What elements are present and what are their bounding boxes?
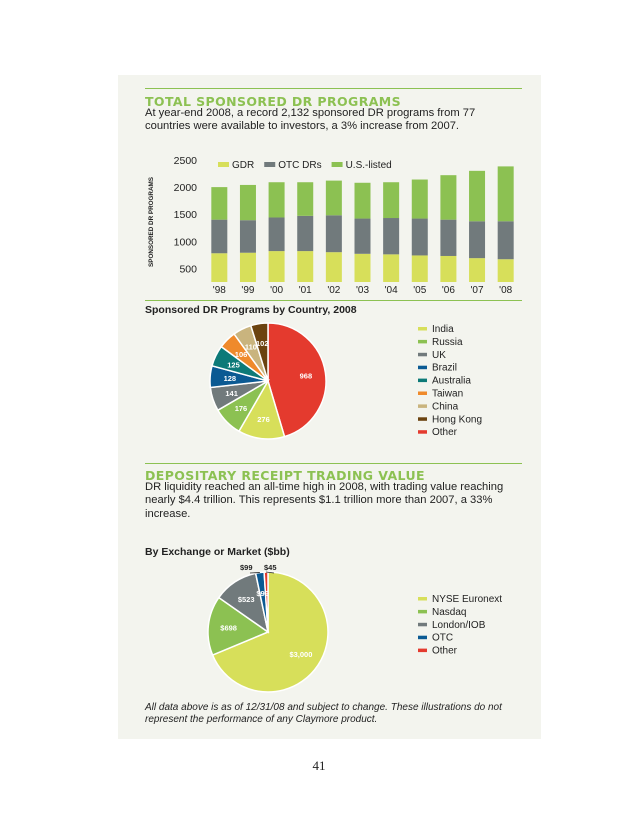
legend-label: China (432, 401, 459, 413)
bar-ylabel: SPONSORED DR PROGRAMS (148, 177, 155, 267)
y-tick-label: 2000 (173, 182, 197, 195)
x-tick-label: '06 (441, 285, 455, 296)
legend-label: OTC (432, 632, 454, 644)
pie-data-label: 102 (256, 339, 269, 349)
pie-data-label: 176 (234, 404, 248, 414)
section2-title: DEPOSITARY RECEIPT TRADING VALUE (145, 468, 425, 483)
pie-data-label: $99 (256, 588, 269, 598)
x-tick-label: '03 (355, 285, 370, 296)
legend-label: Hong Kong (432, 414, 483, 426)
x-tick-label: '04 (384, 285, 398, 296)
legend-swatch (418, 649, 427, 653)
legend-label: Brazil (432, 362, 458, 374)
pie-data-label: 110 (244, 342, 257, 352)
legend-label: UK (432, 349, 446, 361)
pie-data-label: $99 (240, 563, 253, 572)
page-number: 41 (312, 758, 326, 773)
legend-label: Other (432, 645, 458, 657)
legend-swatch (418, 636, 427, 640)
x-tick-label: '02 (327, 285, 341, 296)
pie-data-label: $698 (220, 623, 237, 633)
x-tick-label: '08 (499, 285, 513, 296)
x-tick-label: '00 (270, 285, 284, 296)
pie-data-label: $3,000 (289, 649, 313, 659)
x-tick-label: '05 (413, 285, 427, 296)
y-tick-label: 1500 (173, 209, 197, 222)
pie-data-label: 125 (227, 360, 240, 370)
legend-swatch (418, 610, 427, 614)
legend-label: Russia (432, 336, 463, 348)
pie-data-label: 968 (299, 371, 313, 381)
pie2-title: By Exchange or Market ($bb) (145, 546, 290, 558)
legend-label: India (432, 324, 454, 335)
section1-intro: At year-end 2008, a record 2,132 sponsored DR programs from 77 countries were available to investors, a 3% increase from 2007. (145, 107, 476, 133)
legend-label: Australia (432, 375, 471, 387)
footnote: All data above is as of 12/31/08 and subject to change. These illustrations do not represent the performance of any Claymore product. (145, 702, 502, 725)
x-tick-label: '98 (212, 285, 226, 296)
y-tick-label: 500 (179, 263, 197, 276)
section2-intro: DR liquidity reached an all-time high in 2008, with trading value reaching nearly $4.4 trillion. This represents $1.1 trillion more than 2007, a 33% increase. (145, 481, 504, 520)
legend-swatch (418, 623, 427, 627)
pie-data-label: 141 (225, 389, 238, 399)
legend-label: NYSE Euronext (432, 594, 503, 605)
x-tick-label: '99 (241, 285, 255, 296)
pie-data-label: $45 (264, 563, 277, 572)
pie-data-label: 106 (234, 349, 248, 359)
legend-label: OTC DRs (278, 160, 322, 171)
legend-label: U.S.-listed (345, 160, 392, 171)
pie1-title: Sponsored DR Programs by Country, 2008 (145, 304, 357, 316)
y-tick-label: 2500 (173, 155, 197, 167)
legend-swatch (418, 597, 427, 601)
section1-title: TOTAL SPONSORED DR PROGRAMS (145, 94, 402, 109)
legend-label: GDR (232, 160, 255, 171)
legend-label: London/IOB (432, 619, 486, 631)
pie-data-label: $523 (237, 594, 255, 604)
y-tick-label: 1000 (173, 236, 197, 249)
legend-label: Nasdaq (432, 606, 467, 618)
legend-label: Taiwan (432, 388, 464, 400)
pie-data-label: 276 (257, 415, 270, 425)
legend-label: Other (432, 427, 458, 439)
x-tick-label: '01 (298, 285, 312, 296)
x-tick-label: '07 (470, 285, 484, 296)
pie-data-label: 128 (223, 374, 237, 384)
